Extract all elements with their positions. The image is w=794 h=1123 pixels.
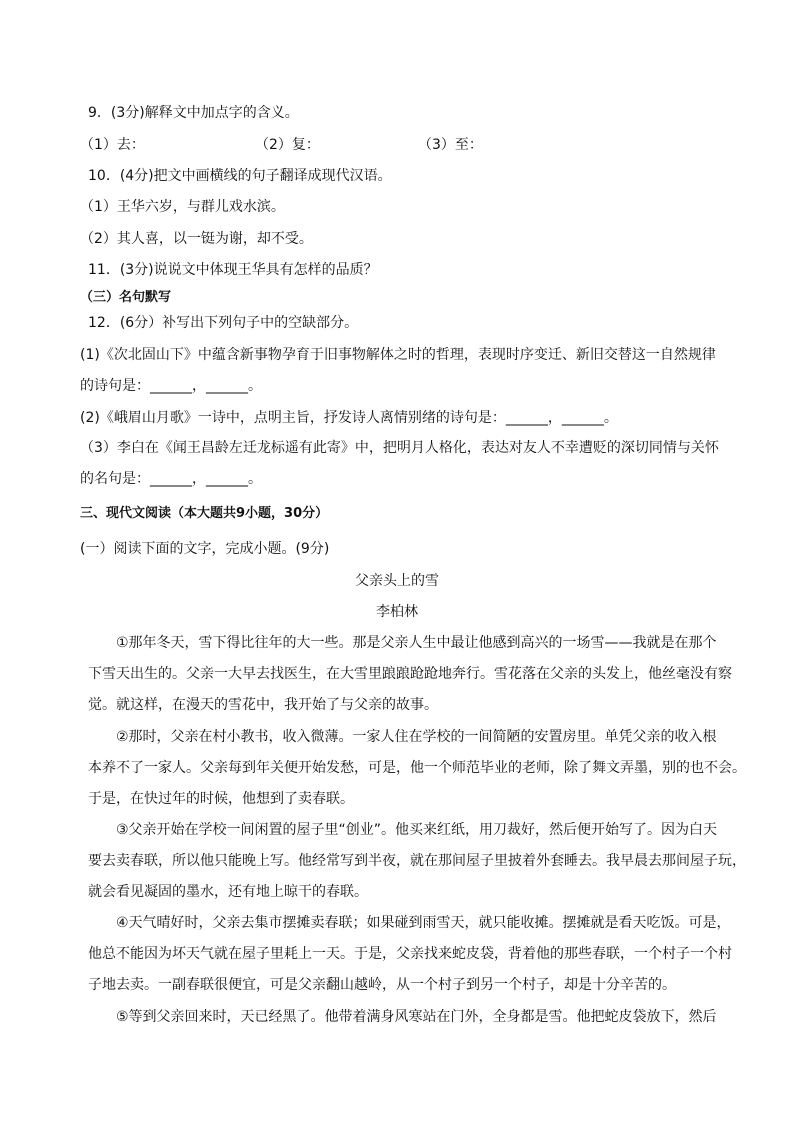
part-3-heading: 三、现代文阅读（本大题共9小题，30分） <box>80 506 329 521</box>
article-line: ④天气晴好时，父亲去集市摆摊卖春联；如果碰到雨雪天，就只能收摊。摆摊就是看天吃饭。可是， <box>116 915 731 931</box>
article-line: 觉。就这样，在漫天的雪花中，我开始了与父亲的故事。 <box>88 697 438 713</box>
q9-item-1: （1）去： <box>80 137 145 153</box>
article-line: 他总不能因为坏天气就在屋子里耗上一天。于是，父亲找来蛇皮袋，背着他的那些春联，一个村子一个村 <box>88 946 732 962</box>
article-line: 下雪天出生的。父亲一大早去找医生，在大雪里踉踉跄跄地奔行。雪花落在父亲的头发上，他丝毫没有察 <box>88 666 732 682</box>
q9-title: 9．(3分)解释文中加点字的含义。 <box>88 105 299 121</box>
q11-title: 11．(3分)说说文中体现王华具有怎样的品质？ <box>88 262 378 278</box>
q12-part1-line2: 的诗句是：______，______。 <box>80 378 262 394</box>
article-title: 父亲头上的雪 <box>355 573 439 589</box>
q12-part3-line1: （3）李白在《闻王昌龄左迁龙标遥有此寄》中，把明月人格化，表达对友人不幸遭贬的深切同情与关怀 <box>80 440 719 456</box>
article-line: 就会看见凝固的墨水，还有地上晾干的春联。 <box>88 884 368 900</box>
q12-part3-line2: 的名句是：______，______。 <box>80 471 262 487</box>
article-author: 李柏林 <box>376 604 418 620</box>
article-line: 子地去卖。一副春联很便宜，可是父亲翻山越岭，从一个村子到另一个村子，却是十分辛苦的。 <box>88 977 676 993</box>
q10-sentence-1: （1）王华六岁，与群儿戏水滨。 <box>80 199 285 215</box>
article-line: 要去卖春联，所以他只能晚上写。他经常写到半夜，就在那间屋子里披着外套睡去。我早晨去那间屋子玩， <box>88 853 746 869</box>
q12-part2: (2)《峨眉山月歌》一诗中，点明主旨，抒发诗人离情别绪的诗句是：______，______。 <box>80 410 618 426</box>
q10-title: 10．(4分)把文中画横线的句子翻译成现代汉语。 <box>88 168 392 184</box>
reading-1-intro: (一）阅读下面的文字，完成小题。(9分) <box>80 541 330 557</box>
q12-title: 12．(6分）补写出下列句子中的空缺部分。 <box>88 315 359 331</box>
section-heading-famous-quotes: （三）名句默写 <box>80 290 172 305</box>
q9-item-3: （3）至： <box>418 137 483 153</box>
article-line: ③父亲开始在学校一间闲置的屋子里“创业”。他买来红纸，用刀裁好，然后便开始写了。因为白天 <box>116 822 718 838</box>
q9-item-2: （2）复： <box>255 137 320 153</box>
q10-sentence-2: （2）其人喜，以一铤为谢，却不受。 <box>80 231 313 247</box>
article-line: 于是，在快过年的时候，他想到了卖春联。 <box>88 791 354 807</box>
article-line: ②那时，父亲在村小教书，收入微薄。一家人住在学校的一间简陋的安置房里。单凭父亲的收入根 <box>116 729 717 745</box>
article-line: ⑤等到父亲回来时，天已经黑了。他带着满身风寒站在门外，全身都是雪。他把蛇皮袋放下，然后 <box>116 1009 717 1025</box>
q12-part1-line1: (1)《次北固山下》中蕴含新事物孕育于旧事物解体之时的哲理，表现时序变迁、新旧交替这一自然规律 <box>80 347 716 363</box>
article-line: 本养不了一家人。父亲每到年关便开始发愁，可是，他一个师范毕业的老师，除了舞文弄墨，别的也不会。 <box>88 760 746 776</box>
article-line: ①那年冬天，雪下得比往年的大一些。那是父亲人生中最让他感到高兴的一场雪——我就是在那个 <box>116 635 717 651</box>
